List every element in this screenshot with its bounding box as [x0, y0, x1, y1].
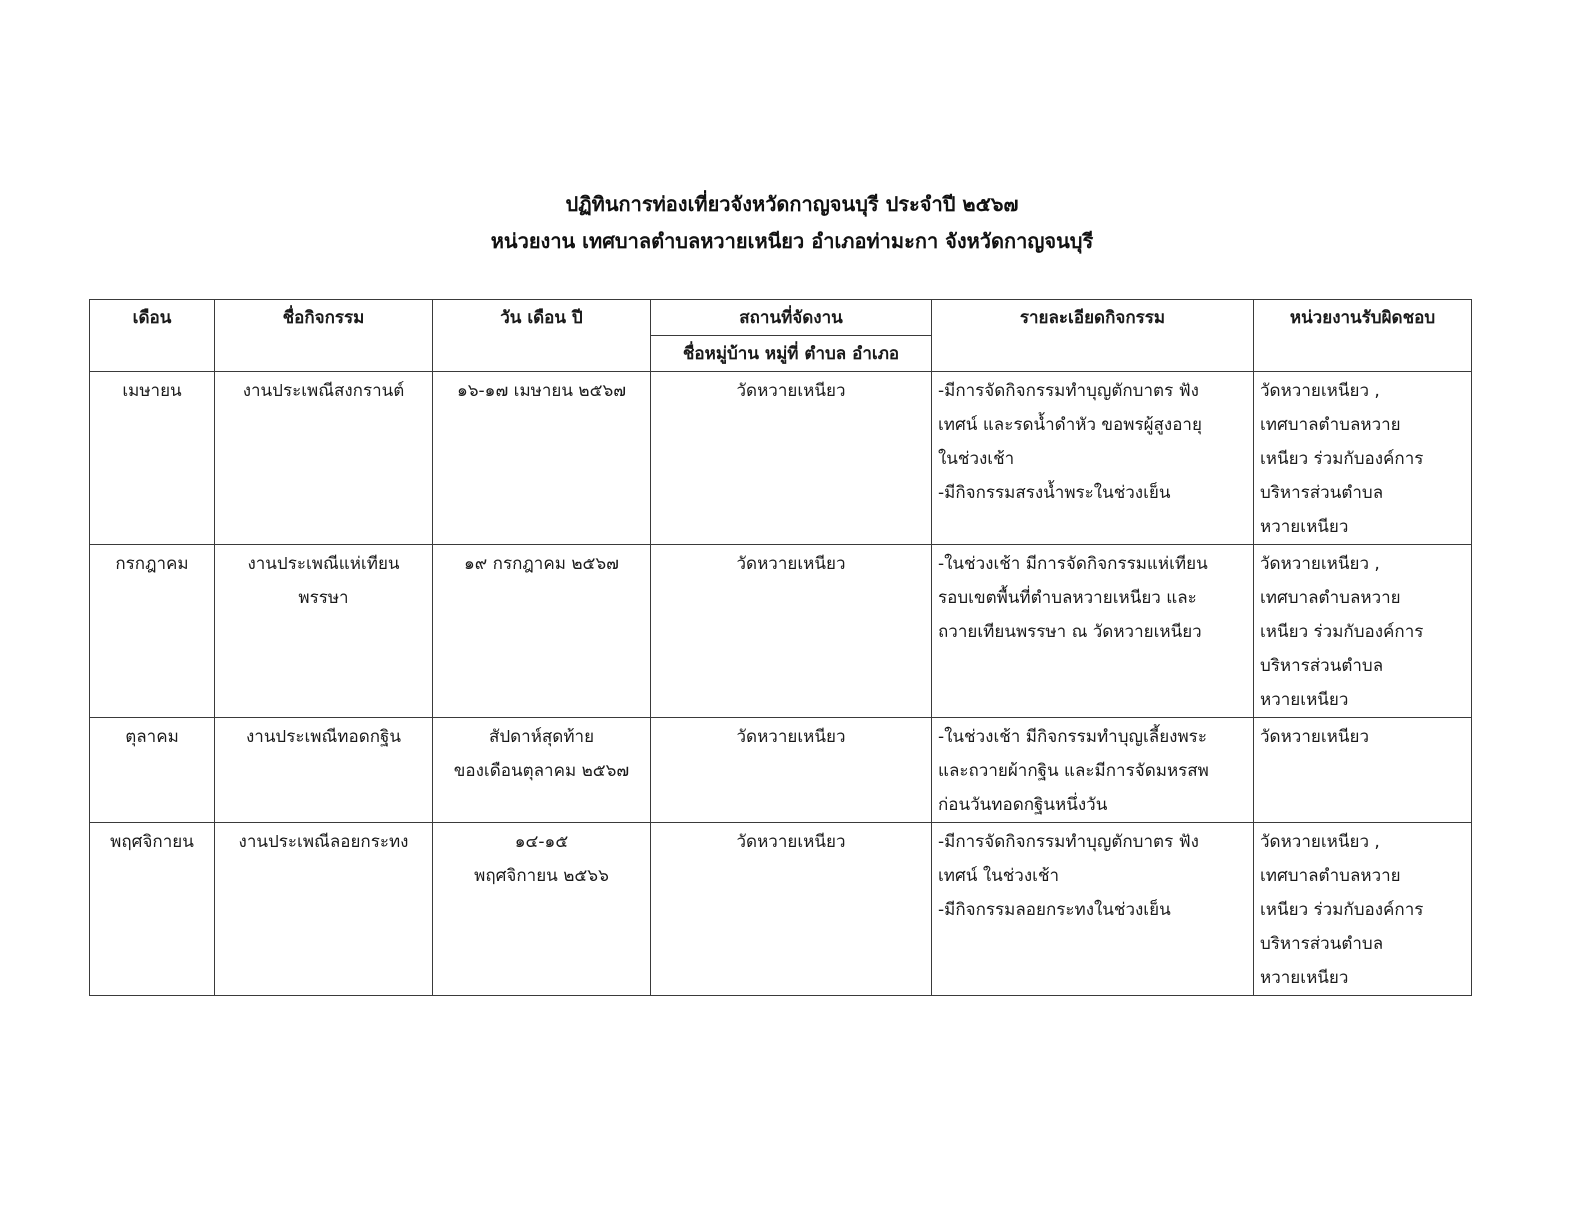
header-month: เดือน — [90, 300, 215, 372]
cell-responsible-agency-line: วัดหวายเหนียว , — [1260, 381, 1380, 401]
cell-month: เมษายน — [90, 372, 215, 545]
table-body — [90, 372, 1472, 996]
header-venue: สถานที่จัดงาน — [651, 300, 932, 336]
header-date: วัน เดือน ปี — [433, 300, 651, 372]
cell-responsible-agency-line: เหนียว ร่วมกับองค์การ — [1260, 449, 1424, 469]
cell-month: ตุลาคม — [90, 718, 215, 823]
cell-date-line: พฤศจิกายน ๒๕๖๖ — [474, 866, 609, 886]
cell-details-line: เทศน์ และรดน้ำดำหัว ขอพรผู้สูงอายุ — [938, 415, 1202, 435]
cell-venue: วัดหวายเหนียว — [651, 718, 932, 823]
cell-details-line: -มีการจัดกิจกรรมทำบุญตักบาตร ฟัง — [938, 832, 1199, 852]
cell-responsible-agency-line: เทศบาลตำบลหวาย — [1260, 588, 1401, 608]
cell-date-line: ๑๙ กรกฎาคม ๒๕๖๗ — [464, 554, 619, 574]
cell-date — [433, 372, 651, 545]
cell-details-line: ถวายเทียนพรรษา ณ วัดหวายเหนียว — [938, 622, 1202, 642]
cell-responsible-agency-line: เหนียว ร่วมกับองค์การ — [1260, 900, 1424, 920]
cell-responsible-agency-line: หวายเหนียว — [1260, 690, 1349, 710]
cell-venue: วัดหวายเหนียว — [651, 823, 932, 996]
cell-activity-name — [215, 718, 433, 823]
cell-responsible-agency-line: บริหารส่วนตำบล — [1260, 934, 1384, 954]
cell-activity-name-line: งานประเพณีลอยกระทง — [238, 832, 409, 852]
header-details: รายละเอียดกิจกรรม — [932, 300, 1254, 372]
cell-activity-name-line: พรรษา — [298, 588, 349, 608]
cell-details-line: เทศน์ ในช่วงเช้า — [938, 866, 1060, 886]
cell-date-line: ๑๖-๑๗ เมษายน ๒๕๖๗ — [456, 381, 627, 401]
cell-details — [932, 823, 1254, 996]
cell-responsible-agency-line: วัดหวายเหนียว — [1260, 727, 1369, 747]
cell-activity-name — [215, 823, 433, 996]
table-row — [90, 823, 1472, 996]
cell-details-line: ในช่วงเช้า — [938, 449, 1015, 469]
cell-responsible-agency-line: บริหารส่วนตำบล — [1260, 483, 1384, 503]
cell-venue: วัดหวายเหนียว — [651, 372, 932, 545]
cell-responsible-agency-line: วัดหวายเหนียว , — [1260, 554, 1380, 574]
table-row — [90, 372, 1472, 545]
cell-details-line: -มีการจัดกิจกรรมทำบุญตักบาตร ฟัง — [938, 381, 1199, 401]
header-responsible-agency: หน่วยงานรับผิดชอบ — [1254, 300, 1472, 372]
cell-details-line: ก่อนวันทอดกฐินหนึ่งวัน — [938, 795, 1108, 815]
header-activity-name: ชื่อกิจกรรม — [215, 300, 433, 372]
cell-details-line: -มีกิจกรรมลอยกระทงในช่วงเย็น — [938, 900, 1171, 920]
document-header — [0, 186, 1584, 260]
cell-responsible-agency-line: วัดหวายเหนียว , — [1260, 832, 1380, 852]
cell-details-line: -ในช่วงเช้า มีกิจกรรมทำบุญเลี้ยงพระ — [938, 727, 1207, 747]
cell-date-line: สัปดาห์สุดท้าย — [488, 727, 595, 747]
cell-details — [932, 545, 1254, 718]
cell-date-line: ๑๔-๑๕ — [514, 832, 569, 852]
table-row — [90, 545, 1472, 718]
cell-date-line: ของเดือนตุลาคม ๒๕๖๗ — [453, 761, 630, 781]
cell-date — [433, 823, 651, 996]
cell-details-line: รอบเขตพื้นที่ตำบลหวายเหนียว และ — [938, 588, 1197, 608]
cell-date — [433, 545, 651, 718]
cell-responsible-agency — [1254, 718, 1472, 823]
cell-responsible-agency-line: เหนียว ร่วมกับองค์การ — [1260, 622, 1424, 642]
document-subtitle: หน่วยงาน เทศบาลตำบลหวายเหนียว อำเภอท่ามะกา จังหวัดกาญจนบุรี — [490, 229, 1094, 253]
cell-date — [433, 718, 651, 823]
header-venue-sub: ชื่อหมู่บ้าน หมู่ที่ ตำบล อำเภอ — [651, 336, 932, 372]
cell-responsible-agency-line: หวายเหนียว — [1260, 968, 1349, 988]
table-header-row — [90, 300, 1472, 336]
cell-details-line: -ในช่วงเช้า มีการจัดกิจกรรมแห่เทียน — [938, 554, 1208, 574]
cell-details-line: และถวายผ้ากฐิน และมีการจัดมหรสพ — [938, 761, 1209, 781]
cell-responsible-agency-line: บริหารส่วนตำบล — [1260, 656, 1384, 676]
cell-details — [932, 718, 1254, 823]
cell-activity-name — [215, 372, 433, 545]
cell-activity-name-line: งานประเพณีสงกรานต์ — [242, 381, 405, 401]
cell-month: พฤศจิกายน — [90, 823, 215, 996]
cell-details — [932, 372, 1254, 545]
activity-calendar-table — [89, 299, 1472, 996]
cell-responsible-agency — [1254, 545, 1472, 718]
table-row — [90, 718, 1472, 823]
cell-responsible-agency-line: หวายเหนียว — [1260, 517, 1349, 537]
cell-month: กรกฎาคม — [90, 545, 215, 718]
cell-venue: วัดหวายเหนียว — [651, 545, 932, 718]
cell-responsible-agency-line: เทศบาลตำบลหวาย — [1260, 415, 1401, 435]
cell-responsible-agency — [1254, 372, 1472, 545]
cell-activity-name — [215, 545, 433, 718]
cell-activity-name-line: งานประเพณีทอดกฐิน — [245, 727, 402, 747]
cell-responsible-agency-line: เทศบาลตำบลหวาย — [1260, 866, 1401, 886]
document-title: ปฏิทินการท่องเที่ยวจังหวัดกาญจนบุรี ประจำปี ๒๕๖๗ — [565, 192, 1019, 216]
cell-details-line: -มีกิจกรรมสรงน้ำพระในช่วงเย็น — [938, 483, 1171, 503]
cell-activity-name-line: งานประเพณีแห่เทียน — [247, 554, 400, 574]
cell-responsible-agency — [1254, 823, 1472, 996]
